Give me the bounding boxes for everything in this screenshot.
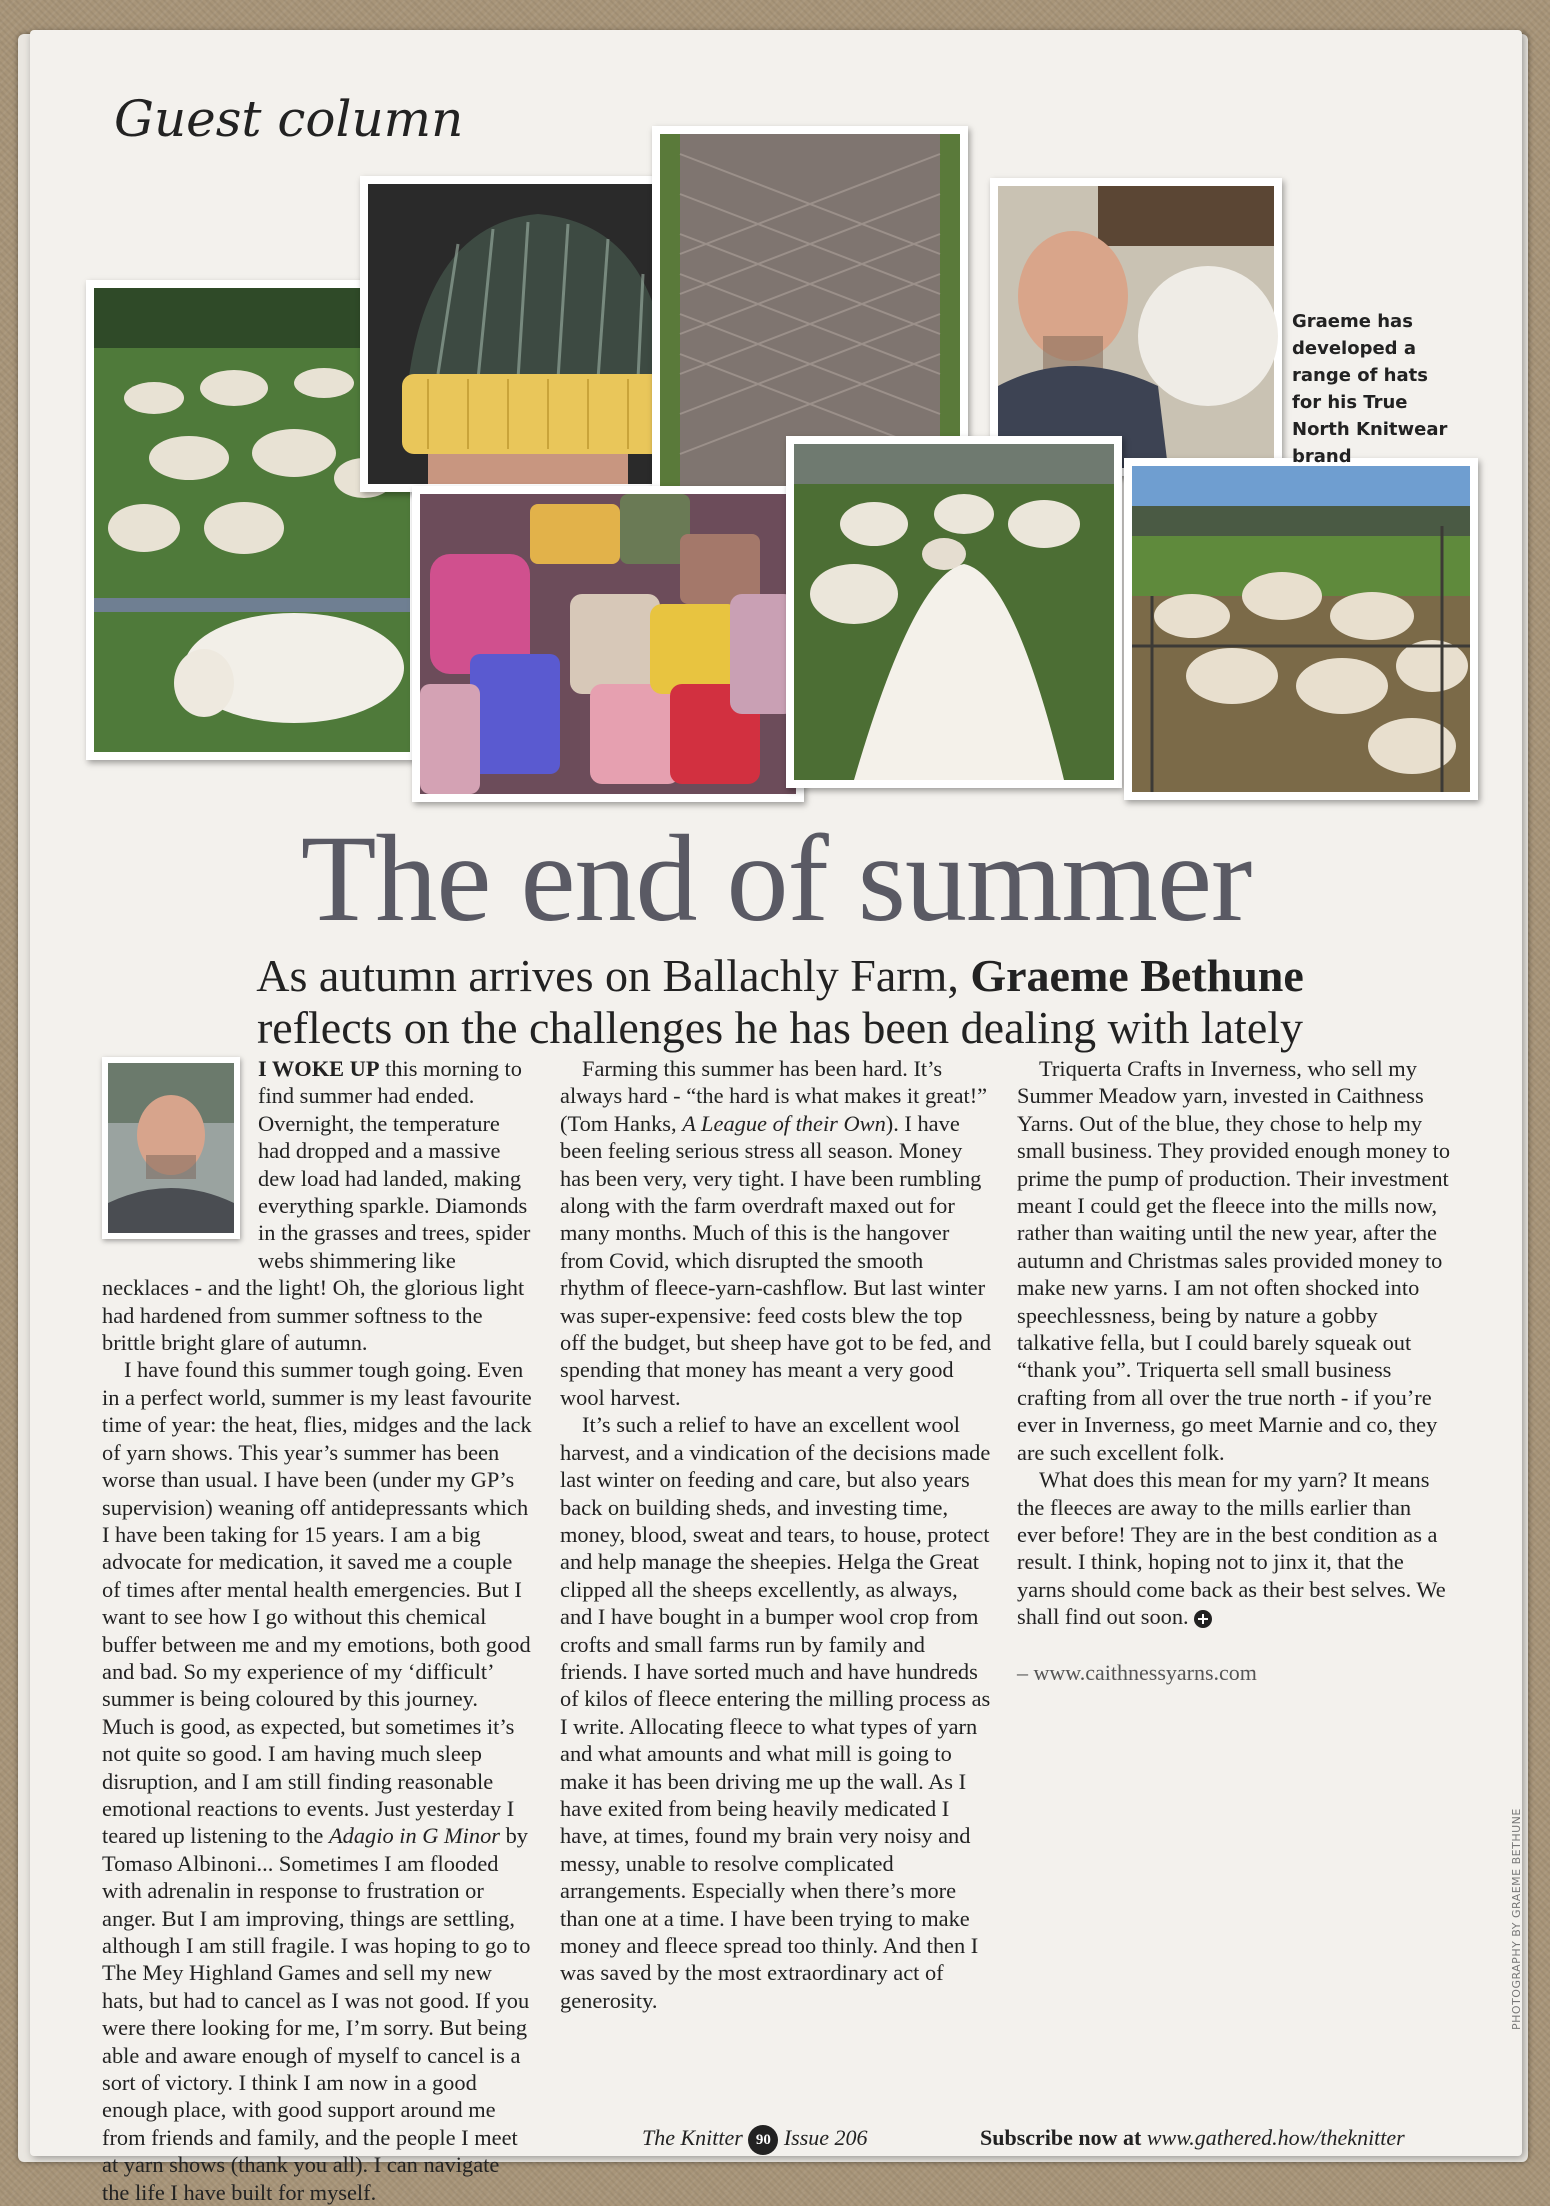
end-mark-icon bbox=[1194, 1610, 1212, 1628]
website-link[interactable]: – www.caithnessyarns.com bbox=[1017, 1659, 1257, 1685]
film-title: A League of their Own bbox=[682, 1110, 886, 1136]
paragraph-3-end: ). I have been feeling serious stress all season. Money has been very, very tight. I have been rumbling along with the farm overdraft maxed out for many months. Much of this is the hangover from Covid, which disrupted the smooth rhythm of fleece-yarn-cashflow. But last winter was super-expensive: feed costs blew the top off the budget, but sheep have got to be fed, and spending that money has meant a very good wool harvest. bbox=[560, 1110, 992, 1410]
paragraph-5: Triquerta Crafts in Inverness, who sell my Summer Meadow yarn, invested in Caithness Yarns. Out of the blue, they chose to help my small business. They provided enough money to prime the pump of production. Their investment meant I could get the fleece into the mills now, rather than waiting until the new year, after the autumn and Christmas sales provided money to make new yarns. I am not often shocked into speechlessness, being by nature a gobby talkative fella, but I could barely squeak out “thank you”. Triquerta sell small business crafting from all over the true north - if you’re ever in Inverness, go meet Marnie and co, they are such excellent folk. bbox=[1017, 1056, 1451, 1465]
paragraph-1-text: this morning to find summer had ended. Overnight, the temperature had dropped and a massive dew load had landed, making everything sparkle. Diamonds in the grasses and trees, spider webs shimmering like necklaces - and the light! Oh, the glorious light had hardened from summer softness to the brittle bright glare of autumn. bbox=[102, 1056, 531, 1356]
section-label: Guest column bbox=[114, 90, 464, 148]
paragraph-2-end: by Tomaso Albinoni... Sometimes I am flooded with adrenalin in response to frustration or anger. But I am improving, things are settling, although I am still fragile. I was hoping to go to The Mey Highland Games and sell my new hats, but had to cancel as I was not good. If you were there looking for me, I’m sorry. But being able and aware enough of myself to cancel is a sort of victory. I think I am now in a good enough place, with good support around me from friends and family, and the people I meet at yarn shows (thank you all). I can navigate the life I have built for myself. bbox=[102, 1823, 531, 2205]
subscribe-label: Subscribe now at bbox=[980, 2125, 1142, 2150]
paragraph-2-text: I have found this summer tough going. Even in a perfect world, summer is my least favourite time of year: the heat, flies, midges and the lack of yarn shows. This year’s summer has been worse than usual. I have been (under my GP’s supervision) weaning off antidepressants which I have been taking for 15 years. I am a big advocate for medication, it saved me a couple of times after mental health emergencies. But I want to see how I go without this chemical buffer between me and my emotions, both good and bad. So my experience of my ‘difficult’ summer is being coloured by this journey. Much is good, as expected, but sometimes it’s not quite so good. I am having much sleep disruption, and I am still finding reasonable emotional reactions to events. Just yesterday I teared up listening to the bbox=[102, 1357, 532, 1849]
standfirst-author: Graeme Bethune bbox=[970, 950, 1304, 1001]
standfirst-lead: As autumn arrives on Ballachly Farm, bbox=[256, 950, 959, 1001]
page-number: 90 bbox=[748, 2125, 778, 2155]
paragraph-3 bbox=[560, 1055, 993, 1411]
photo-credit: PHOTOGRAPHY BY GRAEME BETHUNE bbox=[1510, 1808, 1523, 2030]
columns-layer bbox=[30, 30, 1522, 2156]
subscribe-url[interactable]: www.gathered.how/theknitter bbox=[1146, 2125, 1405, 2150]
article-column-2b bbox=[560, 1055, 993, 2065]
standfirst-tail: reflects on the challenges he has been dealing with lately bbox=[256, 1002, 1304, 1053]
lead-in: I WOKE UP bbox=[258, 1056, 380, 1081]
music-title: Adagio in G Minor bbox=[328, 1823, 501, 1849]
paragraph-6 bbox=[1017, 1466, 1453, 1630]
article-column-3 bbox=[1017, 1055, 1453, 2065]
paragraph-4: It’s such a relief to have an excellent wool harvest, and a vindication of the decisions made last winter on feeding and care, but also years back on building sheds, and investing time, money, blood, sweat and tears, to house, protect and help manage the sheepies. Helga the Great clipped all the sheeps excellently, as always, and I have bought in a bumper wool crop from crofts and small farms run by family and friends. I have sorted much and have hundreds of kilos of fleece entering the milling process as I write. Allocating fleece to what types of yarn and what amounts and what mill is going to make it has been driving me up the wall. As I have exited from being heavily medicated I have, at times, found my brain very noisy and messy, unable to resolve complicated arrangements. Especially when there’s more than one at a time. I have been trying to make money and fleece spread too thinly. And then I was saved by the most extraordinary act of generosity. bbox=[560, 1412, 991, 2013]
paragraph-3-text: Farming this summer has been hard. It’s always hard - “the hard is what makes it great!” (Tom Hanks, bbox=[560, 1056, 988, 1136]
article-title: The end of summer bbox=[300, 810, 1252, 947]
paragraph-6-text: What does this mean for my yarn? It means the fleeces are away to the mills earlier than ever before! They are in the best condition as a result. I think, hoping not to jinx it, that the yarns should come back as their best selves. We shall find out soon. bbox=[1017, 1467, 1446, 1630]
issue-number: Issue 206 bbox=[783, 2125, 868, 2151]
photo-caption: Graeme has developed a range of hats for his True North Knitwear brand bbox=[1292, 311, 1448, 467]
magazine-name: The Knitter bbox=[642, 2125, 743, 2151]
